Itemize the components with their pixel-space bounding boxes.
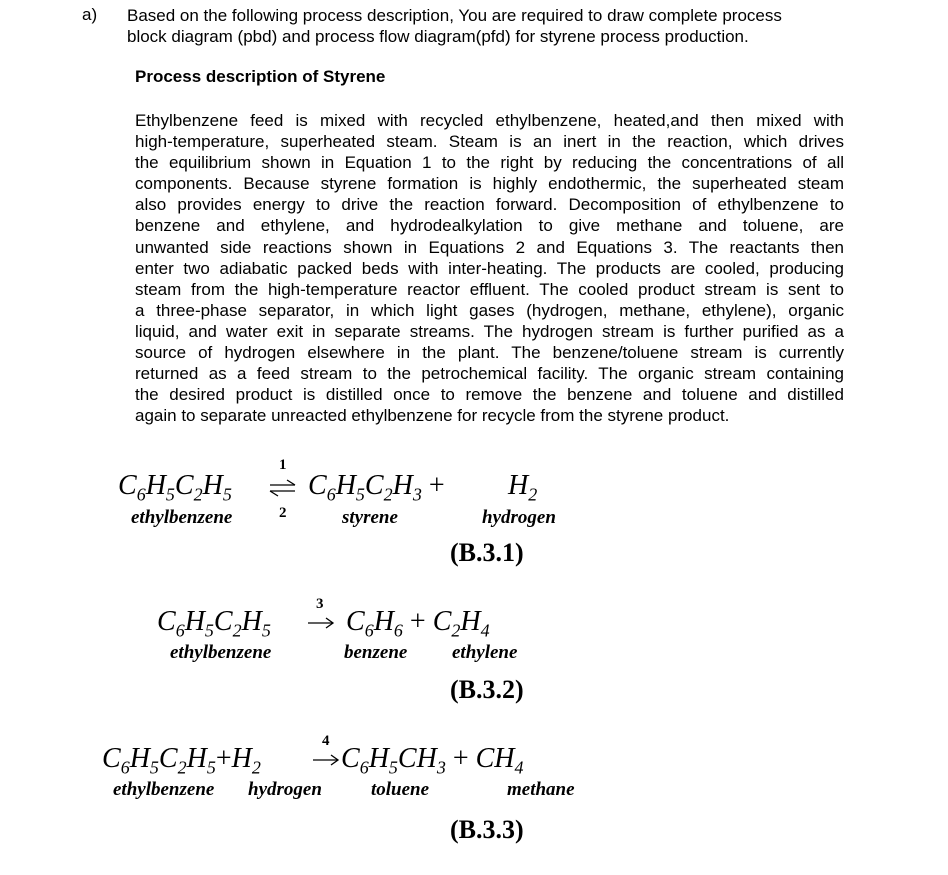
paragraph-line: Ethylbenzene feed is mixed with recycled ethylbenzene, heated,and then mixed with <box>135 111 844 130</box>
formula-hydrogen: $H_2$ <box>508 470 538 505</box>
formula-ethylbenzene: $C_6H_5C_2H_5$ <box>157 606 271 641</box>
label-methane: methane <box>507 779 575 800</box>
reaction-number-forward: 1 <box>279 457 287 473</box>
label-benzene: benzene <box>344 642 408 663</box>
label-ethylene: ethylene <box>452 642 518 663</box>
arrow-right-icon <box>311 753 341 767</box>
equation-number: (B.3.3) <box>450 815 524 844</box>
paragraph-line: the desired product is distilled once to remove the benzene and toluene and distilled <box>135 385 844 405</box>
label-toluene: toluene <box>371 779 430 800</box>
paragraph-line: returned as a feed stream to the petrochemical facility. The organic stream containing <box>135 364 844 384</box>
description-heading: Process description of Styrene <box>135 67 386 86</box>
label-ethylbenzene: ethylbenzene <box>131 507 233 528</box>
question-label: a) <box>82 5 98 24</box>
equation-number: (B.3.2) <box>450 675 524 704</box>
reaction-number-forward: 4 <box>322 733 330 749</box>
paragraph-line: the equilibrium shown in Equation 1 to the right by reducing the concentrations of all <box>135 153 844 173</box>
formula-styrene: $C_6H_5C_2H_3$ + <box>308 470 445 505</box>
paragraph-line: steam from the high-temperature reactor effluent. The cooled product stream is sent to <box>135 279 844 299</box>
formula-reactants: $C_6H_5C_2H_5+H_2$ <box>102 743 261 778</box>
reaction-number-reverse: 2 <box>279 505 287 521</box>
label-hydrogen: hydrogen <box>248 779 322 800</box>
label-hydrogen: hydrogen <box>482 507 556 528</box>
question-line: Based on the following process description, You are required to draw complete process <box>127 6 782 25</box>
paragraph-line: unwanted side reactions shown in Equations 2 and Equations 3. The reactants then <box>135 237 844 257</box>
paragraph-line: also provides energy to drive the reaction forward. Decomposition of ethylbenzene to <box>135 195 844 215</box>
paragraph-line: components. Because styrene formation is highly endothermic, the superheated steam <box>135 174 844 194</box>
formula-benzene: $C_6H_6 + C_2H_4$ <box>346 606 490 641</box>
label-ethylbenzene: ethylbenzene <box>113 779 215 800</box>
paragraph-line: source of hydrogen elsewhere in the plant. The benzene/toluene stream is currently <box>135 343 844 363</box>
paragraph-line: high-temperature, superheated steam. Steam is an inert in the reaction, which drives <box>135 132 844 152</box>
paragraph-line: again to separate unreacted ethylbenzene for recycle from the styrene product. <box>135 406 730 426</box>
formula-ethylbenzene: $C_6H_5C_2H_5$ <box>118 470 232 505</box>
paragraph-line: liquid, and water exit in separate streams. The hydrogen stream is further purified as a <box>135 321 844 341</box>
paragraph-line: benzene and ethylene, and hydrodealkylation to give methane and toluene, are <box>135 216 844 236</box>
question-line: block diagram (pbd) and process flow diagram(pfd) for styrene process production. <box>127 27 749 46</box>
label-styrene: styrene <box>342 507 398 528</box>
paragraph-line: enter two adiabatic packed beds with inter-heating. The products are cooled, producing <box>135 258 844 278</box>
label-ethylbenzene: ethylbenzene <box>170 642 272 663</box>
formula-products: $C_6H_5CH_3 + CH_4$ <box>341 743 524 778</box>
paragraph-line: a three-phase separator, in which light gases (hydrogen, methane, ethylene), organic <box>135 300 844 320</box>
reaction-number-forward: 3 <box>316 596 324 612</box>
equation-number: (B.3.1) <box>450 538 524 567</box>
